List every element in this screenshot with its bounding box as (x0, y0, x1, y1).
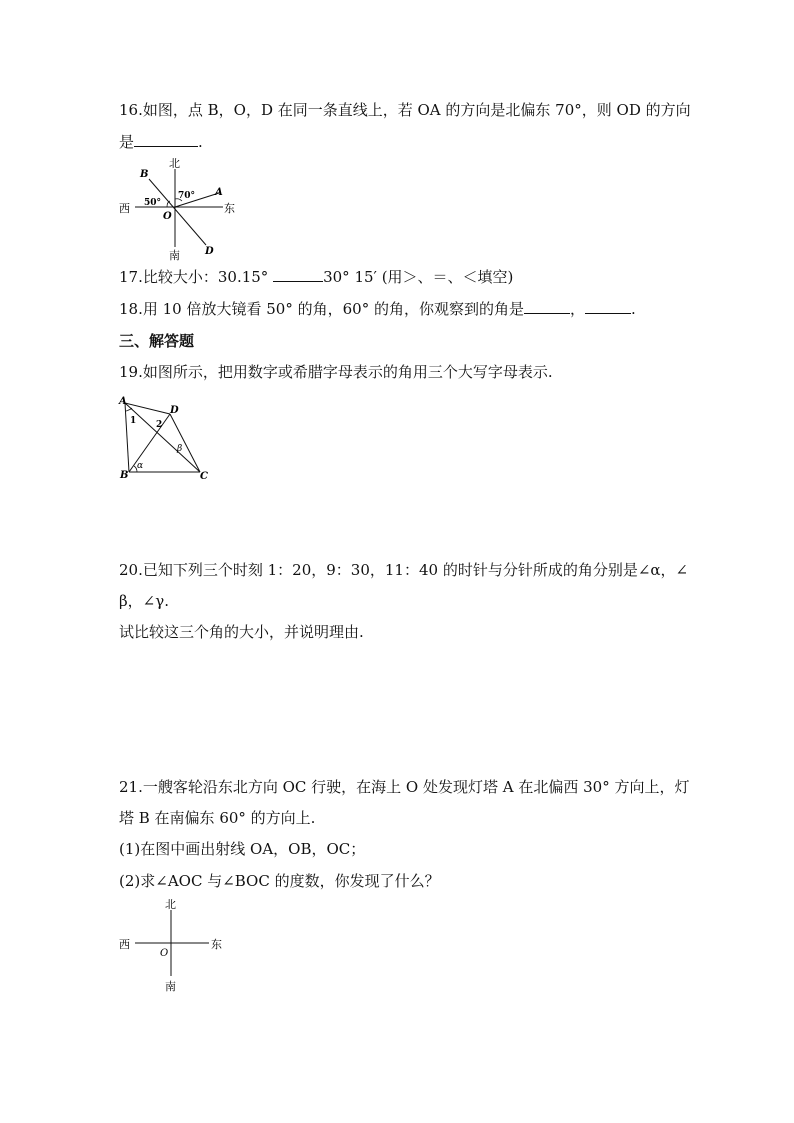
section3-title: 三、解答题 (119, 332, 195, 350)
q16-label-east: 东 (224, 202, 235, 215)
q17-middle: 30° 15′ (用＞、＝、＜填空) (323, 268, 514, 286)
q16-label-A: A (215, 187, 223, 198)
q21-line1: 21.一艘客轮沿东北方向 OC 行驶，在海上 O 处发现灯塔 A 在北偏西 30° 方向上，灯 (119, 778, 690, 796)
q20-line1: 20.已知下列三个时刻 1：20，9：30，11：40 的时针与分针所成的角分别是∠α，∠ (119, 561, 689, 579)
q19-label-D: D (170, 405, 179, 416)
q21-label-north: 北 (165, 898, 176, 911)
q16-label-O: O (163, 211, 172, 222)
q19-side-AB (125, 403, 129, 472)
q16-line2-prefix: 是 (119, 133, 135, 151)
q17-line (119, 267, 513, 287)
q21-part1: (1)在图中画出射线 OA，OB，OC； (119, 840, 366, 858)
q18-prefix: 18.用 10 倍放大镜看 50° 的角，60° 的角，你观察到的角是 (119, 300, 524, 318)
q19-label-beta: β (177, 444, 183, 454)
q19-label-C: C (200, 471, 208, 482)
q18-answer-blank-2[interactable] (585, 299, 631, 314)
q16-label-D: D (205, 246, 214, 257)
q21-part2: (2)求∠AOC 与∠BOC 的度数，你发现了什么？ (119, 872, 440, 890)
q20-line2: β，∠γ. (119, 592, 169, 610)
q19-quadrilateral-figure (115, 393, 215, 483)
q19-label-1: 1 (130, 416, 137, 426)
q17-answer-blank[interactable] (273, 267, 323, 282)
q21-compass-figure (115, 896, 235, 996)
q16-label-south: 南 (169, 249, 180, 262)
q16-label-west: 西 (119, 202, 130, 215)
q18-line (119, 299, 636, 319)
q19-side-CD (170, 414, 200, 472)
q19-arc-1 (126, 408, 132, 411)
q16-answer-blank[interactable] (134, 132, 198, 147)
q21-label-east: 东 (211, 938, 222, 951)
q18-separator: ， (569, 300, 585, 318)
q19-label-alpha: α (137, 461, 144, 471)
q19-text: 19.如图所示，把用数字或希腊字母表示的角用三个大写字母表示. (119, 363, 553, 381)
q21-label-south: 南 (165, 980, 176, 993)
q21-line2: 塔 B 在南偏东 60° 的方向上. (119, 809, 316, 827)
q16-line-BD (149, 179, 206, 245)
q19-label-A: A (119, 396, 127, 407)
q19-label-2: 2 (156, 420, 163, 430)
q16-label-50: 50° (144, 198, 162, 208)
q16-label-B: B (140, 169, 149, 180)
q20-line3: 试比较这三个角的大小，并说明理由. (119, 623, 364, 641)
q21-label-west: 西 (119, 938, 130, 951)
q18-suffix: . (630, 300, 636, 318)
q16-line2-suffix: . (198, 133, 203, 151)
q18-answer-blank-1[interactable] (524, 299, 570, 314)
q16-label-north: 北 (169, 157, 180, 170)
q16-line1: 16.如图，点 B，O，D 在同一条直线上，若 OA 的方向是北偏东 70°，则 OD 的方向 (119, 101, 691, 119)
q16-line2 (119, 132, 203, 152)
q21-label-O: O (160, 948, 169, 959)
q19-label-B: B (120, 470, 129, 481)
q16-arc-50 (167, 201, 170, 207)
q16-label-70: 70° (178, 191, 196, 201)
q17-prefix: 17.比较大小：30.15° (119, 268, 269, 286)
q16-compass-figure (115, 155, 245, 260)
